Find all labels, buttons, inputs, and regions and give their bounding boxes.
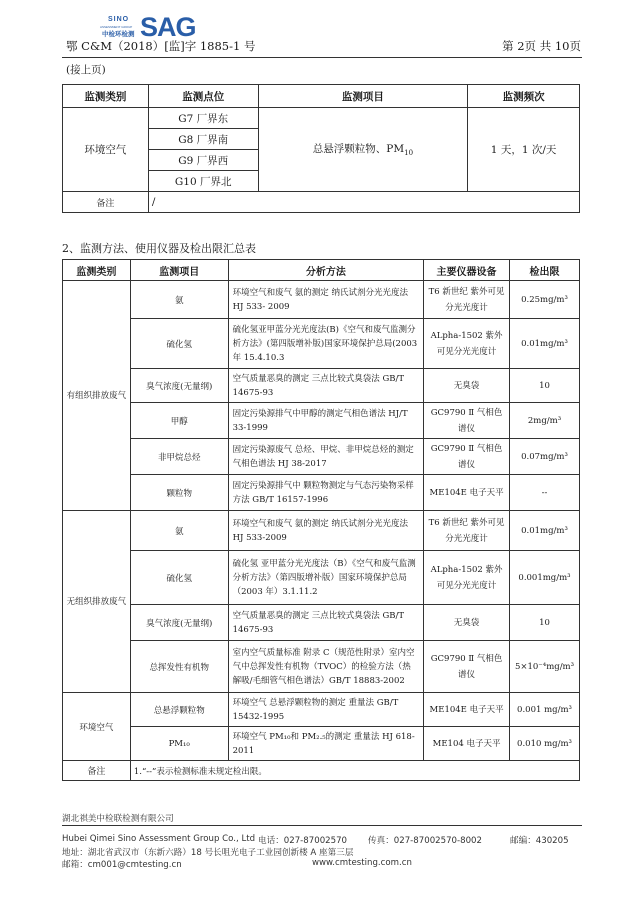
item-cell	[258, 108, 468, 192]
table-row	[63, 605, 580, 641]
header-cell: 监测点位	[148, 85, 258, 108]
instrument-cell: ALpha-1502 紫外可见分光光度计	[424, 319, 510, 369]
table-row	[63, 192, 580, 213]
method-cell: 环境空气和废气 氨的测定 纳氏试剂分光光度法 HJ 533-2009	[228, 511, 424, 551]
limit-cell: 0.010 mg/m³	[509, 727, 579, 761]
table-row	[63, 761, 580, 781]
point-cell: G10 厂界北	[148, 171, 258, 192]
table-row	[63, 319, 580, 369]
item-cell: 氨	[130, 511, 228, 551]
table-row	[63, 551, 580, 605]
header-cell: 监测类别	[63, 85, 149, 108]
table-row	[63, 281, 580, 319]
item-cell: 硫化氢	[130, 319, 228, 369]
limit-cell: 0.001mg/m³	[509, 551, 579, 605]
category-cell: 环境空气	[63, 108, 149, 192]
report-number: 鄂 C&M（2018）[监]字 1885-1 号	[66, 39, 256, 53]
footer-tel: 电话：027-87002570	[258, 836, 348, 846]
header-cell: 监测项目	[130, 260, 228, 281]
method-cell: 室内空气质量标准 附录 C（规范性附录）室内空气中总挥发性有机物（TVOC）的检验方法（热解吸/毛细管气相色谱法）GB/T 18883-2002	[228, 641, 424, 693]
logo-sub-text: ASSESSMENT GROUP	[100, 25, 133, 29]
instrument-cell: T6 新世纪 紫外可见分光光度计	[424, 511, 510, 551]
header-divider	[62, 57, 582, 58]
item-text: 总悬浮颗粒物、PM	[312, 143, 405, 156]
remark-value: 1.“--”表示检测标准未规定检出限。	[130, 761, 579, 781]
footer-zip: 邮编：430205	[510, 836, 569, 846]
instrument-cell: ME104E 电子天平	[424, 475, 510, 511]
footer-line-2	[62, 834, 582, 846]
instrument-cell: GC9790 Ⅱ 气相色谱仪	[424, 439, 510, 475]
table-row	[63, 693, 580, 727]
instrument-cell: GC9790 Ⅱ 气相色谱仪	[424, 403, 510, 439]
footer-line-4	[62, 858, 582, 870]
header-cell: 检出限	[509, 260, 579, 281]
table-row	[63, 439, 580, 475]
frequency-cell: 1 天，1 次/天	[468, 108, 580, 192]
item-cell: 臭气浓度(无量纲)	[130, 369, 228, 403]
limit-cell: 0.25mg/m³	[509, 281, 579, 319]
item-cell: PM₁₀	[130, 727, 228, 761]
point-cell: G7 厂界东	[148, 108, 258, 129]
limit-cell: 5×10⁻⁴mg/m³	[509, 641, 579, 693]
method-cell: 固定污染源排气中甲醇的测定气相色谱法 HJ/T 33-1999	[228, 403, 424, 439]
footer-company-cn: 湖北祺美中检联检测有限公司	[62, 814, 174, 824]
table-row	[63, 511, 580, 551]
item-cell: 甲醇	[130, 403, 228, 439]
limit-cell: 0.001 mg/m³	[509, 693, 579, 727]
item-cell: 非甲烷总烃	[130, 439, 228, 475]
method-cell: 空气质量恶臭的测定 三点比较式臭袋法 GB/T 14675-93	[228, 369, 424, 403]
monitoring-points-table	[62, 84, 580, 213]
instrument-cell: ME104E 电子天平	[424, 693, 510, 727]
section-heading: 2、监测方法、使用仪器及检出限汇总表	[62, 242, 256, 255]
remark-label: 备注	[63, 761, 131, 781]
footer-website: www.cmtesting.com.cn	[312, 858, 412, 868]
footer-address: 地址：湖北省武汉市（东新六路）18 号长咀光电子工业园创新楼 A 座第三层	[62, 848, 354, 858]
footer-company-en: Hubei Qimei Sino Assessment Group Co., Ltd	[62, 834, 256, 844]
header-cell: 监测类别	[63, 260, 131, 281]
limit-cell: 0.01mg/m³	[509, 319, 579, 369]
instrument-cell: 无臭袋	[424, 369, 510, 403]
limit-cell: 10	[509, 605, 579, 641]
table-row	[63, 641, 580, 693]
method-cell: 固定污染源废气 总烃、甲烷、非甲烷总烃的测定 气相色谱法 HJ 38-2017	[228, 439, 424, 475]
item-cell: 硫化氢	[130, 551, 228, 605]
item-cell: 氨	[130, 281, 228, 319]
continued-label: (接上页)	[66, 64, 106, 76]
logo-cn-text: 中检环检测	[102, 30, 135, 38]
item-cell: 颗粒物	[130, 475, 228, 511]
logo-sino-text: SINO	[108, 16, 130, 23]
footer-email: 邮箱：cm001@cmtesting.cn	[62, 860, 182, 870]
header-cell: 主要仪器设备	[424, 260, 510, 281]
page-indicator: 第 2页 共 10页	[502, 39, 581, 53]
limit-cell: 0.01mg/m³	[509, 511, 579, 551]
header-cell: 监测频次	[468, 85, 580, 108]
category-cell: 无组织排放废气	[63, 511, 131, 693]
instrument-cell: ALpha-1502 紫外可见分光光度计	[424, 551, 510, 605]
table-row	[63, 475, 580, 511]
limit-cell: 2mg/m³	[509, 403, 579, 439]
item-cell: 总挥发性有机物	[130, 641, 228, 693]
table-row	[63, 727, 580, 761]
footer-divider	[62, 825, 582, 826]
method-cell: 环境空气 PM₁₀和 PM₂.₅的测定 重量法 HJ 618-2011	[228, 727, 424, 761]
table-row	[63, 369, 580, 403]
instrument-cell: GC9790 Ⅱ 气相色谱仪	[424, 641, 510, 693]
instrument-cell: T6 新世纪 紫外可见分光光度计	[424, 281, 510, 319]
category-cell: 有组织排放废气	[63, 281, 131, 511]
limit-cell: 10	[509, 369, 579, 403]
instrument-cell: 无臭袋	[424, 605, 510, 641]
table-row	[63, 403, 580, 439]
point-cell: G9 厂界西	[148, 150, 258, 171]
limit-cell: --	[509, 475, 579, 511]
category-cell: 环境空气	[63, 693, 131, 761]
method-cell: 固定污染源排气中 颗粒物测定与气态污染物采样方法 GB/T 16157-1996	[228, 475, 424, 511]
item-subscript: 10	[404, 149, 414, 158]
footer-fax: 传真：027-87002570-8002	[368, 836, 482, 846]
table-row	[63, 108, 580, 129]
table-header-row	[63, 85, 580, 108]
method-cell: 环境空气和废气 氨的测定 纳氏试剂分光光度法 HJ 533- 2009	[228, 281, 424, 319]
header-cell: 分析方法	[228, 260, 424, 281]
method-cell: 硫化氢亚甲蓝分光光度法(B)《空气和废气监测分析方法》(第四版增补版)国家环境保护总局(2003 年 15.4.10.3	[228, 319, 424, 369]
method-cell: 硫化氢 亚甲蓝分光光度法（B）《空气和废气监测分析方法》（第四版增补版）国家环境保护总局（2003 年）3.1.11.2	[228, 551, 424, 605]
remark-label: 备注	[63, 192, 149, 213]
table-header-row	[63, 260, 580, 281]
method-cell: 空气质量恶臭的测定 三点比较式臭袋法 GB/T 14675-93	[228, 605, 424, 641]
method-cell: 环境空气 总悬浮颗粒物的测定 重量法 GB/T 15432-1995	[228, 693, 424, 727]
point-cell: G8 厂界南	[148, 129, 258, 150]
item-cell: 臭气浓度(无量纲)	[130, 605, 228, 641]
instrument-cell: ME104 电子天平	[424, 727, 510, 761]
remark-value: /	[148, 192, 579, 213]
limit-cell: 0.07mg/m³	[509, 439, 579, 475]
header-cell: 监测项目	[258, 85, 468, 108]
methods-table	[62, 259, 580, 781]
logo-sag-text: SAG	[140, 12, 196, 42]
item-cell: 总悬浮颗粒物	[130, 693, 228, 727]
